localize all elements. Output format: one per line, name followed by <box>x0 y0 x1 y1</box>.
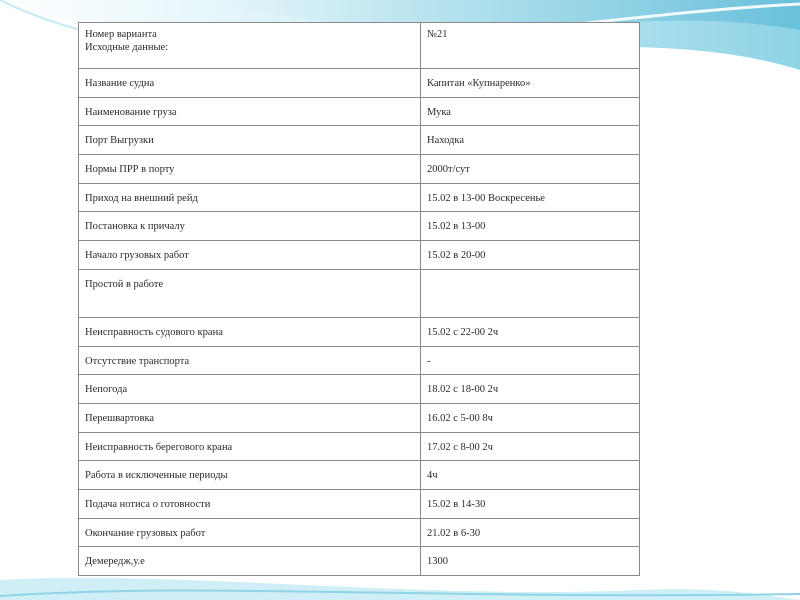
row-value: 15.02 в 13-00 <box>421 212 640 241</box>
table-row <box>79 126 640 155</box>
row-value: 17.02 с 8-00 2ч <box>421 432 640 461</box>
row-value: 15.02 в 13-00 Воскресенье <box>421 183 640 212</box>
table-row <box>79 375 640 404</box>
row-value: 4ч <box>421 461 640 490</box>
row-value: Находка <box>421 126 640 155</box>
table-row <box>79 155 640 184</box>
row-value: 15.02 в 20-00 <box>421 241 640 270</box>
row-label: Приход на внешний рейд <box>79 183 421 212</box>
row-label: Название судна <box>79 69 421 98</box>
table-row <box>79 97 640 126</box>
row-label: Перешвартовка <box>79 403 421 432</box>
row-value: 18.02 с 18-00 2ч <box>421 375 640 404</box>
wave-bottom <box>0 578 800 600</box>
row-label: Порт Выгрузки <box>79 126 421 155</box>
table-row <box>79 317 640 346</box>
row-value: №21 <box>421 23 640 69</box>
table-row <box>79 432 640 461</box>
table-row <box>79 489 640 518</box>
row-label: Отсутствие транспорта <box>79 346 421 375</box>
row-label: Постановка к причалу <box>79 212 421 241</box>
row-value <box>421 269 640 317</box>
table-row <box>79 212 640 241</box>
row-label: Работа в исключенные периоды <box>79 461 421 490</box>
row-value: - <box>421 346 640 375</box>
row-value: Мука <box>421 97 640 126</box>
row-label: Подача нотиса о готовности <box>79 489 421 518</box>
row-label: Наименование груза <box>79 97 421 126</box>
row-value: 1300 <box>421 547 640 576</box>
row-value: 15.02 с 22-00 2ч <box>421 317 640 346</box>
voyage-data-table <box>78 22 640 576</box>
row-label: Начало грузовых работ <box>79 241 421 270</box>
row-value: 2000т/сут <box>421 155 640 184</box>
table-row <box>79 183 640 212</box>
row-label: Простой в работе <box>79 269 421 317</box>
table-row <box>79 518 640 547</box>
row-label: Неисправность судового крана <box>79 317 421 346</box>
row-label: Неисправность берегового крана <box>79 432 421 461</box>
table-row <box>79 269 640 317</box>
table-row <box>79 69 640 98</box>
row-value: 16.02 с 5-00 8ч <box>421 403 640 432</box>
table-row <box>79 461 640 490</box>
row-value: 15.02 в 14-30 <box>421 489 640 518</box>
row-label: Номер варианта Исходные данные: <box>79 23 421 69</box>
row-label: Демередж,у.е <box>79 547 421 576</box>
table-row <box>79 403 640 432</box>
row-label: Непогода <box>79 375 421 404</box>
row-label: Окончание грузовых работ <box>79 518 421 547</box>
table-row <box>79 346 640 375</box>
row-value: 21.02 в 6-30 <box>421 518 640 547</box>
table-row <box>79 241 640 270</box>
row-value: Капитан «Купнаренко» <box>421 69 640 98</box>
row-label: Нормы ПРР в порту <box>79 155 421 184</box>
table-row <box>79 23 640 69</box>
table-row <box>79 547 640 576</box>
